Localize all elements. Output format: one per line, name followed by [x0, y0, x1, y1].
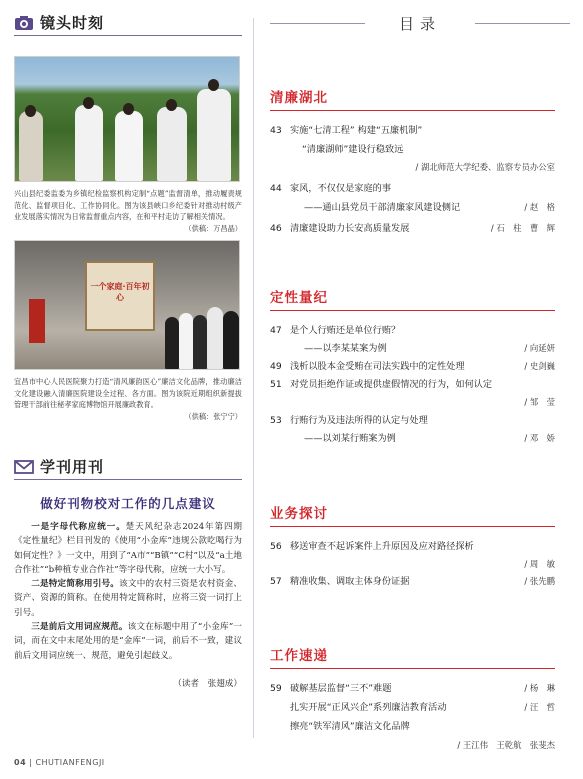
toc-entry-author: / 邹 莹 — [524, 397, 555, 407]
photo-figure — [193, 315, 207, 369]
toc-title: 目录 — [398, 15, 441, 33]
toc-entry[interactable] — [270, 181, 555, 215]
photo-museum-visit — [14, 240, 240, 370]
toc-entry-title: 家风，不仅仅是家庭的事 — [290, 183, 392, 194]
photo-figure — [157, 107, 187, 181]
photo2-credit: （供稿：张宁宁） — [184, 411, 242, 421]
toc-entry[interactable] — [270, 539, 555, 572]
article-title: 做好刊物校对工作的几点建议 — [40, 496, 216, 511]
toc-page-number: 47 — [270, 325, 282, 336]
toc-entry-title: 行贿行为及违法所得的认定与处理 — [290, 415, 428, 426]
toc-entry-author: / 石 柱 曹 辉 — [490, 223, 555, 233]
toc-category — [270, 502, 555, 589]
toc-entry[interactable] — [270, 574, 555, 589]
toc-entry-subtitle: ——以李某某案为例 — [304, 343, 387, 354]
toc-entry[interactable] — [270, 221, 555, 236]
left-column — [14, 10, 242, 748]
toc-entry[interactable] — [270, 681, 555, 696]
toc-page-number: 43 — [270, 125, 282, 136]
photo2-caption-text: 宜昌市中心人民医院聚力打造“清风廉韵医心”廉洁文化品牌，推动廉洁文化建设融入清廉医院建设全过程、各方面。图为该院近期组织新提拔管理干部前往秘孝家庭博物馆开展廉政教育。 — [14, 377, 242, 409]
toc-entry-author: / 杨 琳 — [524, 683, 555, 693]
photo1-credit: （供稿：万昌晶） — [184, 223, 242, 233]
toc-category-title: 定性量纪 — [270, 286, 555, 311]
photo-figure-head — [83, 97, 94, 109]
toc-entry-title: 破解基层监督“三不”难题 — [290, 683, 392, 694]
toc-category-title: 业务探讨 — [270, 502, 555, 527]
toc-category-title: 工作速递 — [270, 644, 555, 669]
article-paragraph — [14, 577, 242, 620]
toc-page-number: 46 — [270, 223, 282, 234]
photo-figure — [115, 111, 143, 181]
photo1-caption-text: 兴山县纪委监委为乡镇纪检监察机构定制“点题”监督清单，推动履责规范化、监督项目化、工作协同化。图为该县峡口乡纪委针对推动村级产业发展落实情况为日常监督重点内容，在和平村走访了解相关情况。 — [14, 189, 242, 221]
photo2-caption — [14, 376, 242, 422]
paragraph-text: 该文中的农村三资是农村资金、资产、资源的简称。在使用特定简称时，应将三资一词打上引号。 — [14, 579, 242, 618]
reader-signature: （读者 张翅成） — [173, 678, 242, 689]
toc-entry-subtitle: ——以刘某行贿案为例 — [304, 433, 396, 444]
section-header-journal-use — [14, 454, 242, 480]
toc-entry[interactable] — [270, 323, 555, 356]
toc-entry-title: 清廉建设助力长安高质量发展 — [290, 223, 410, 234]
photo-figure-head — [123, 103, 134, 115]
paragraph-lead: 二是特定简称用引号。 — [31, 579, 120, 590]
toc-entry-title: 实施“七清工程” 构建“五廉机制” — [290, 125, 423, 136]
photo1-caption — [14, 188, 242, 234]
toc-rule-right — [475, 23, 570, 24]
section-title-journal-use: 学刊用刊 — [40, 458, 105, 476]
photo-figure — [165, 317, 179, 369]
toc-page-number: 57 — [270, 576, 282, 587]
toc-entry[interactable] — [270, 359, 555, 374]
toc-entry-title: 擦亮“铁军清风”廉洁文化品牌 — [290, 721, 410, 732]
toc-entry-author: / 湖北师范大学纪委、监察专员办公室 — [415, 162, 555, 172]
toc-rule-left — [270, 23, 365, 24]
toc-entry[interactable] — [270, 123, 555, 175]
exhibit-board-text: 一个家庭·百年初心 — [90, 282, 150, 302]
toc-header — [270, 10, 570, 40]
photo-figure — [223, 311, 239, 369]
column-divider — [253, 18, 254, 738]
photo-figure — [197, 89, 231, 181]
toc-entry[interactable] — [270, 719, 555, 753]
paragraph-text: 楚天风纪杂志2024年第四期《定性量纪》栏目刊发的《使用“小金库”违规公款吃喝行为如何定性？》一文中，用到了“A市”“B镇”“C村”以及“a土地合作社”“b种植专业合作社”等字母代称，应统一大小写。 — [14, 522, 242, 575]
toc-entry-subtitle: “清廉湖师”建设行稳致远 — [302, 144, 404, 155]
toc-entry-title: 移送审查不起诉案件上升原因及应对路径探析 — [290, 541, 474, 552]
toc-entry-title: 精准收集、调取主体身份证据 — [290, 576, 410, 587]
page-number: 04 — [14, 758, 27, 767]
toc-entry-author: / 周 敏 — [524, 559, 555, 569]
journal-name: CHUTIANFENGJI — [35, 758, 105, 767]
article-body — [14, 520, 242, 663]
toc-entry-title: 对党员拒绝作证或提供虚假情况的行为，如何认定 — [290, 379, 493, 390]
toc-entry[interactable] — [270, 377, 555, 410]
toc-entry-author: / 汪 哲 — [524, 702, 555, 712]
section-header-lens — [14, 10, 242, 36]
footer-separator: | — [29, 758, 33, 767]
toc-entry-title: 扎实开展“正风兴企”系列廉洁教育活动 — [290, 702, 447, 713]
toc-page-number: 51 — [270, 379, 282, 390]
photo-figure-head — [208, 79, 219, 91]
toc-entry-author: / 王江伟 王乾航 张斐杰 — [457, 740, 555, 750]
envelope-icon — [14, 459, 34, 475]
article-paragraph — [14, 520, 242, 577]
photo-figure — [179, 313, 193, 369]
toc-page-number: 49 — [270, 361, 282, 372]
toc-entry-author: / 赵 格 — [524, 202, 555, 212]
photo-figure — [207, 307, 223, 369]
article-paragraph — [14, 620, 242, 663]
toc-page-number: 56 — [270, 541, 282, 552]
photo-figure-head — [25, 105, 36, 117]
toc-entry[interactable] — [270, 413, 555, 446]
photo-figure — [75, 105, 103, 181]
toc-page-number: 59 — [270, 683, 282, 694]
paragraph-lead: 一是字母代称应统一。 — [31, 522, 126, 532]
toc-entry-author: / 向延妍 — [524, 343, 555, 353]
toc-entry-title: 浅析以股本金受贿在司法实践中的定性处理 — [290, 361, 465, 372]
toc-entry-author: / 史剑巍 — [524, 361, 555, 371]
page-footer — [14, 758, 105, 767]
toc-category — [270, 644, 555, 753]
toc-entry[interactable] — [270, 700, 555, 715]
toc-page-number: 53 — [270, 415, 282, 426]
toc-category — [270, 86, 555, 236]
red-sign — [29, 299, 45, 343]
toc-entry-author: / 邓 娇 — [524, 433, 555, 443]
photo-figure-head — [166, 99, 177, 111]
photo-field-inspection — [14, 56, 240, 182]
toc-entry-author: / 张先鹏 — [524, 576, 555, 586]
toc-entry-subtitle: ——通山县党员干部清廉家风建设侧记 — [304, 202, 461, 213]
toc-category — [270, 286, 555, 446]
toc-category-title: 清廉湖北 — [270, 86, 555, 111]
paragraph-lead: 三是前后文用词应规范。 — [31, 622, 128, 633]
paragraph-text: 该文在标题中用了“小金库”一词，而在文中末尾处用的是“金库”一词，前后不一致，建议前后文用词应统一、规范，避免引起歧义。 — [14, 622, 242, 661]
photo-figure — [19, 111, 43, 181]
camera-icon — [14, 15, 34, 31]
toc-page-number: 44 — [270, 183, 282, 194]
toc-entry-title: 是个人行贿还是单位行贿？ — [290, 325, 401, 336]
section-title-lens: 镜头时刻 — [40, 14, 105, 32]
